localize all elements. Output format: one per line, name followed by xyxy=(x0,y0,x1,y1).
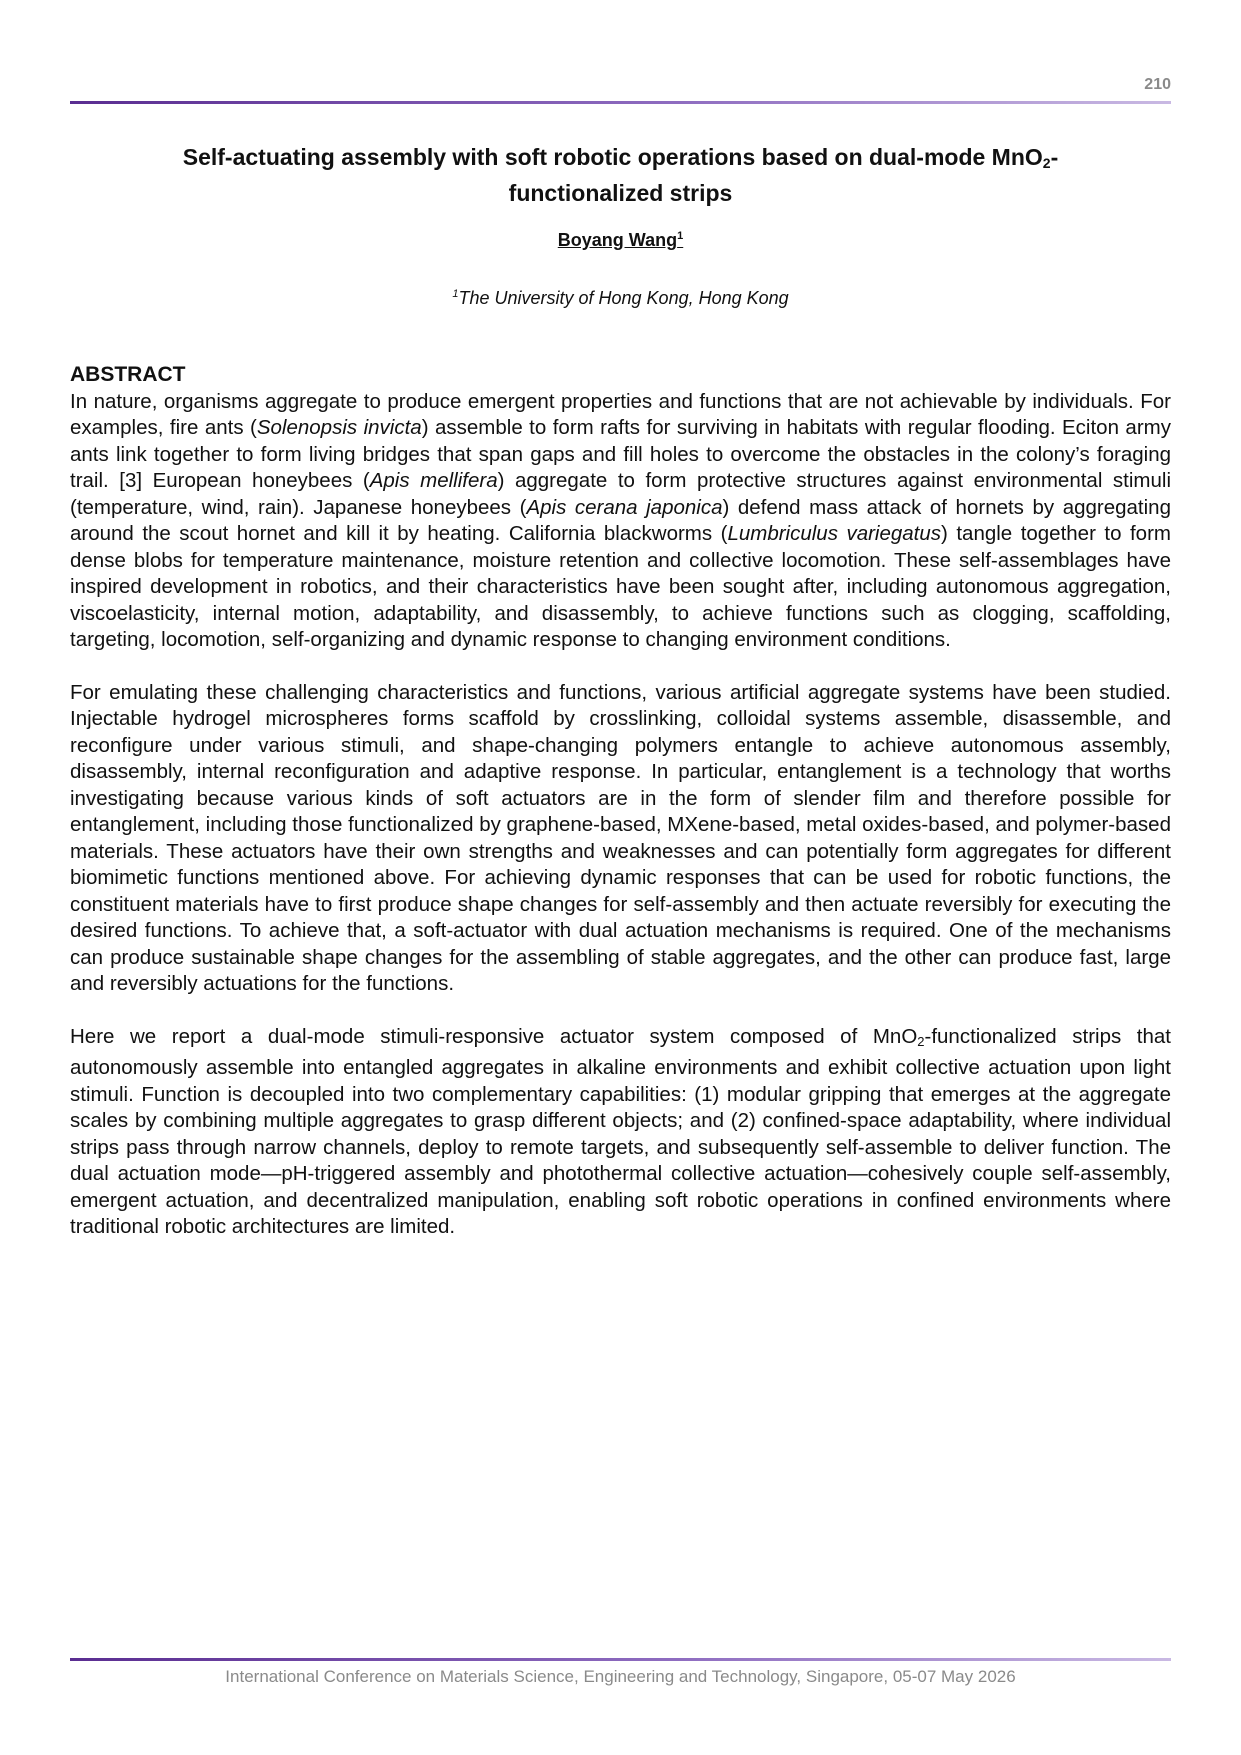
abstract-section xyxy=(70,362,1171,1267)
title-line-2: functionalized strips xyxy=(508,180,733,206)
abstract-paragraph-2: For emulating these challenging characteristics and functions, various artificial aggregate systems have been studied. Injectable hydrogel microspheres forms scaffold by crosslinking, colloidal systems assemble, disassemble, and reconfigure under various stimuli, and shape-changing polymers entangle to achieve autonomous assembly, disassembly, internal reconfiguration and adaptive response. In particular, entanglement is a technology that worths investigating because various kinds of soft actuators are in the form of slender film and therefore possible for entanglement, including those functionalized by graphene-based, MXene-based, metal oxides-based, and polymer-based materials. These actuators have their own strengths and weaknesses and can potentially form aggregates for different biomimetic functions mentioned above. For achieving dynamic responses that can be used for robotic functions, the constituent materials have to first produce shape changes for self-assembly and then actuate reversibly for executing the desired functions. To achieve that, a soft-actuator with dual actuation mechanisms is required. One of the mechanisms can produce sustainable shape changes for the assembling of stable aggregates, and the other can produce fast, large and reversibly actuations for the functions. xyxy=(70,680,1171,995)
author xyxy=(0,230,1241,251)
header-divider xyxy=(70,101,1171,104)
abstract-paragraph-3: Here we report a dual-mode stimuli-responsive actuator system composed of MnO$_2$-functionalized strips that autonomously assemble into entangled aggregates in alkaline environments and exhibit collective actuation upon light stimuli. Function is decoupled into two complementary capabilities: (1) modular gripping that emerges at the aggregate scales by combining multiple aggregates to grasp different objects; and (2) confined-space adaptability, where individual strips pass through narrow channels, deploy to remote targets, and subsequently self-assemble to deliver function. The dual actuation mode—pH-triggered assembly and photothermal collective actuation—cohesively couple self-assembly, emergent actuation, and decentralized manipulation, enabling soft robotic operations in confined environments where traditional robotic architectures are limited. xyxy=(70,1024,1171,1238)
footer-divider xyxy=(70,1658,1171,1661)
affiliation: $^1$The University of Hong Kong, Hong Kong xyxy=(452,288,789,308)
page-number: 210 xyxy=(1144,76,1171,93)
conference-footer: International Conference on Materials Science, Engineering and Technology, Singapore, 05-07 May 2026 xyxy=(225,1667,1016,1686)
paper-title xyxy=(120,142,1121,208)
abstract-heading: ABSTRACT xyxy=(70,363,186,386)
abstract-paragraph-1: In nature, organisms aggregate to produce emergent properties and functions that are not achievable by individuals. For examples, fire ants (Solenopsis invicta) assemble to form rafts for surviving in habitats with regular flooding. Eciton army ants link together to form living bridges that span gaps and fill holes to overcome the obstacles in the colony’s foraging trail. [3] European honeybees (Apis mellifera) aggregate to form protective structures against environmental stimuli (temperature, wind, rain). Japanese honeybees (Apis cerana japonica) defend mass attack of hornets by aggregating around the scout hornet and kill it by heating. California blackworms (Lumbriculus variegatus) tangle together to form dense blobs for temperature maintenance, moisture retention and collective locomotion. These self-assemblages have inspired development in robotics, and their characteristics have been sought after, including autonomous aggregation, viscoelasticity, internal motion, adaptability, and disassembly, to achieve functions such as clogging, scaffolding, targeting, locomotion, self-organizing and dynamic response to changing environment conditions. xyxy=(70,389,1171,651)
title-line-1: Self-actuating assembly with soft robotic operations based on dual-mode MnO$_2$- xyxy=(182,144,1059,171)
author-name: Boyang Wang$^1$ xyxy=(557,230,684,250)
